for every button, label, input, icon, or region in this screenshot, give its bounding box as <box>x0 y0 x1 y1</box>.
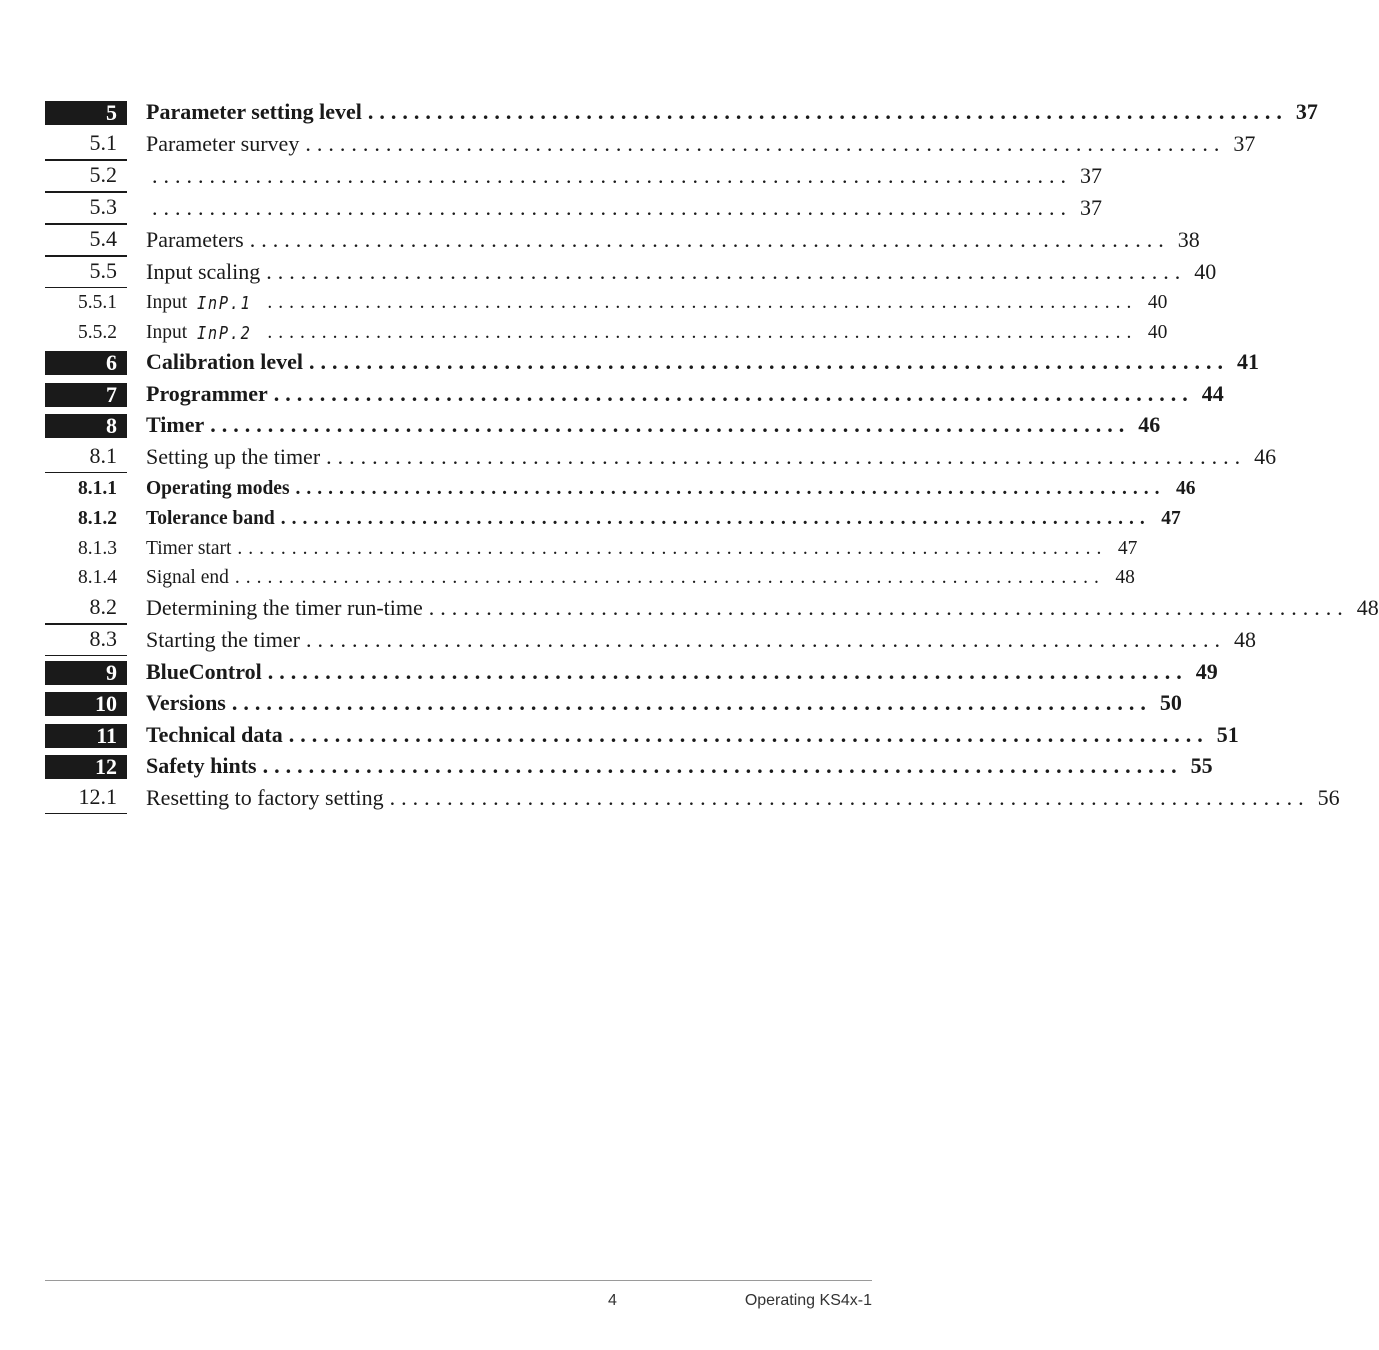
toc-entry-number: 8.3 <box>45 624 127 656</box>
toc-entry[interactable] <box>45 688 1182 720</box>
toc-entry-page: 49 <box>1195 658 1218 684</box>
toc-entry-page: 41 <box>1237 349 1260 374</box>
toc-entry-number: 5.4 <box>45 224 127 256</box>
toc-entry[interactable] <box>45 317 1168 347</box>
toc-entry-number: 5.1 <box>45 128 127 160</box>
toc-entry[interactable] <box>45 160 1102 192</box>
toc-entry-page: 55 <box>1190 753 1213 778</box>
toc-entry-number: 12.1 <box>45 782 127 814</box>
toc-entry-page: 46 <box>1176 478 1196 499</box>
toc-entry-number: 9 <box>45 661 127 685</box>
toc-entry[interactable] <box>45 473 1196 503</box>
toc-entry-number: 8.1 <box>45 441 127 473</box>
dot-leader: ................................................................................ <box>237 537 1108 559</box>
toc-entry-number: 8.2 <box>45 592 127 624</box>
toc-entry-page: 47 <box>1117 537 1138 559</box>
toc-entry-page: 40 <box>1147 292 1168 313</box>
toc-entry[interactable] <box>45 624 1256 656</box>
dot-leader: ................................................................................ <box>210 412 1131 437</box>
toc-entry-title: Calibration level <box>146 349 304 374</box>
dot-leader: ................................................................................ <box>326 444 1247 469</box>
toc-entry[interactable] <box>45 288 1168 318</box>
toc-entry-number: 12 <box>45 755 127 779</box>
toc-entry[interactable] <box>45 751 1213 783</box>
toc-entry-title: Input <box>146 321 188 343</box>
toc-entry-title: Starting the timer <box>146 627 300 652</box>
toc-entry-title: Parameters <box>146 226 244 252</box>
dot-leader: ................................................................................ <box>288 721 1209 747</box>
toc-entry[interactable] <box>45 256 1217 288</box>
toc-entry-title: Timer start <box>146 537 232 559</box>
dot-leader: ................................................................................ <box>280 508 1151 529</box>
toc-entry-title: Setting up the timer <box>146 444 321 469</box>
toc-entry-page: 40 <box>1147 321 1168 343</box>
toc-entry[interactable] <box>45 719 1239 751</box>
toc-entry-number: 8.1.1 <box>78 478 117 499</box>
dot-leader: ................................................................................ <box>267 658 1188 684</box>
toc-entry[interactable] <box>45 192 1102 224</box>
toc-entry-number: 5.3 <box>45 192 127 224</box>
toc-entry[interactable] <box>45 96 1318 128</box>
toc-entry-title: Versions <box>146 690 226 715</box>
toc-entry-page: 48 <box>1115 567 1135 588</box>
dot-leader: ................................................................................ <box>428 595 1349 620</box>
toc-entry[interactable] <box>45 503 1181 533</box>
toc-entry-title: Input <box>146 292 188 313</box>
toc-entry-number: 8.1.2 <box>78 508 117 529</box>
toc-entry-page: 50 <box>1159 690 1182 715</box>
toc-entry-page: 46 <box>1254 444 1277 469</box>
toc-entry-number: 5.5.1 <box>78 292 117 313</box>
toc-entry-number: 5 <box>45 101 127 125</box>
toc-entry[interactable] <box>45 592 1379 624</box>
toc-entry[interactable] <box>45 533 1138 563</box>
toc-entry-page: 46 <box>1138 412 1161 437</box>
toc-entry-number: 8.1.3 <box>78 537 117 559</box>
toc-entry-page: 51 <box>1216 721 1239 747</box>
toc-entry[interactable] <box>45 347 1260 379</box>
toc-entry-number: 8 <box>45 414 127 438</box>
dot-leader: ................................................................................ <box>367 98 1288 124</box>
toc-entry-title: BlueControl <box>146 658 262 684</box>
toc-entry-title: Timer <box>146 412 205 437</box>
toc-entry-title: Signal end <box>146 567 229 588</box>
dot-leader: ................................................................................ <box>231 690 1152 715</box>
dot-leader: ................................................................................ <box>267 321 1138 343</box>
toc-entry-title: Parameter setting level <box>146 98 362 124</box>
dot-leader: ................................................................................ <box>295 478 1166 499</box>
toc-entry-number: 11 <box>45 724 127 748</box>
dot-leader: ................................................................................ <box>249 226 1170 252</box>
toc-entry-page: 37 <box>1080 162 1102 188</box>
toc-entry-number: 6 <box>45 351 127 375</box>
seven-segment-parameter-code: InP.1 <box>197 293 252 314</box>
footer-document-title: Operating KS4x-1 <box>744 1292 872 1309</box>
dot-leader: ................................................................................ <box>152 162 1072 188</box>
toc-entry-page: 47 <box>1161 508 1181 529</box>
toc-entry-title: Determining the timer run-time <box>146 595 423 620</box>
toc-entry[interactable] <box>45 128 1256 160</box>
toc-entry-page: 37 <box>1080 194 1102 220</box>
dot-leader: ................................................................................ <box>305 130 1226 156</box>
toc-entry[interactable] <box>45 563 1135 593</box>
toc-entry-page: 40 <box>1194 258 1217 284</box>
toc-entry-page: 38 <box>1177 226 1200 252</box>
toc-entry-title: Operating modes <box>146 478 290 499</box>
toc-entry-number: 10 <box>45 692 127 716</box>
dot-leader: ................................................................................ <box>266 258 1187 284</box>
toc-entry-page: 48 <box>1356 595 1379 620</box>
toc-entry-title: Resetting to factory setting <box>146 785 384 810</box>
toc-entry-page: 37 <box>1295 98 1318 124</box>
toc-entry-title: Input scaling <box>146 258 261 284</box>
toc-entry-page: 44 <box>1201 380 1224 406</box>
toc-entry-title: Tolerance band <box>146 508 275 529</box>
toc-entry-title: Programmer <box>146 380 268 406</box>
toc-entry[interactable] <box>45 782 1340 814</box>
dot-leader: ................................................................................ <box>267 292 1138 313</box>
toc-entry-title: Parameter survey <box>146 130 300 156</box>
dot-leader: ................................................................................ <box>262 753 1183 778</box>
toc-entry[interactable] <box>45 441 1277 473</box>
toc-entry-number: 5.5 <box>45 256 127 288</box>
toc-entry[interactable] <box>45 656 1218 688</box>
toc-entry-number: 5.2 <box>45 160 127 192</box>
seven-segment-parameter-code: InP.2 <box>197 322 252 344</box>
toc-entry-title: Safety hints <box>146 753 257 778</box>
dot-leader: ................................................................................ <box>234 567 1105 588</box>
toc-entry[interactable] <box>45 410 1161 442</box>
toc-entry-page: 48 <box>1233 627 1256 652</box>
dot-leader: ................................................................................ <box>273 380 1194 406</box>
dot-leader: ................................................................................ <box>389 785 1310 810</box>
dot-leader: ................................................................................ <box>305 627 1226 652</box>
toc-entry[interactable] <box>45 224 1200 256</box>
dot-leader: ................................................................................ <box>152 194 1072 220</box>
footer-rule <box>45 1280 872 1281</box>
toc-entry-number: 8.1.4 <box>78 567 117 588</box>
toc-entry[interactable] <box>45 378 1224 410</box>
table-of-contents <box>45 96 1379 814</box>
toc-entry-page: 37 <box>1233 130 1256 156</box>
toc-entry-number: 7 <box>45 383 127 407</box>
toc-entry-page: 56 <box>1317 785 1340 810</box>
toc-entry-number: 5.5.2 <box>78 321 117 343</box>
footer-page-number: 4 <box>608 1292 617 1309</box>
dot-leader: ................................................................................ <box>309 349 1230 374</box>
toc-entry-title: Technical data <box>146 721 283 747</box>
